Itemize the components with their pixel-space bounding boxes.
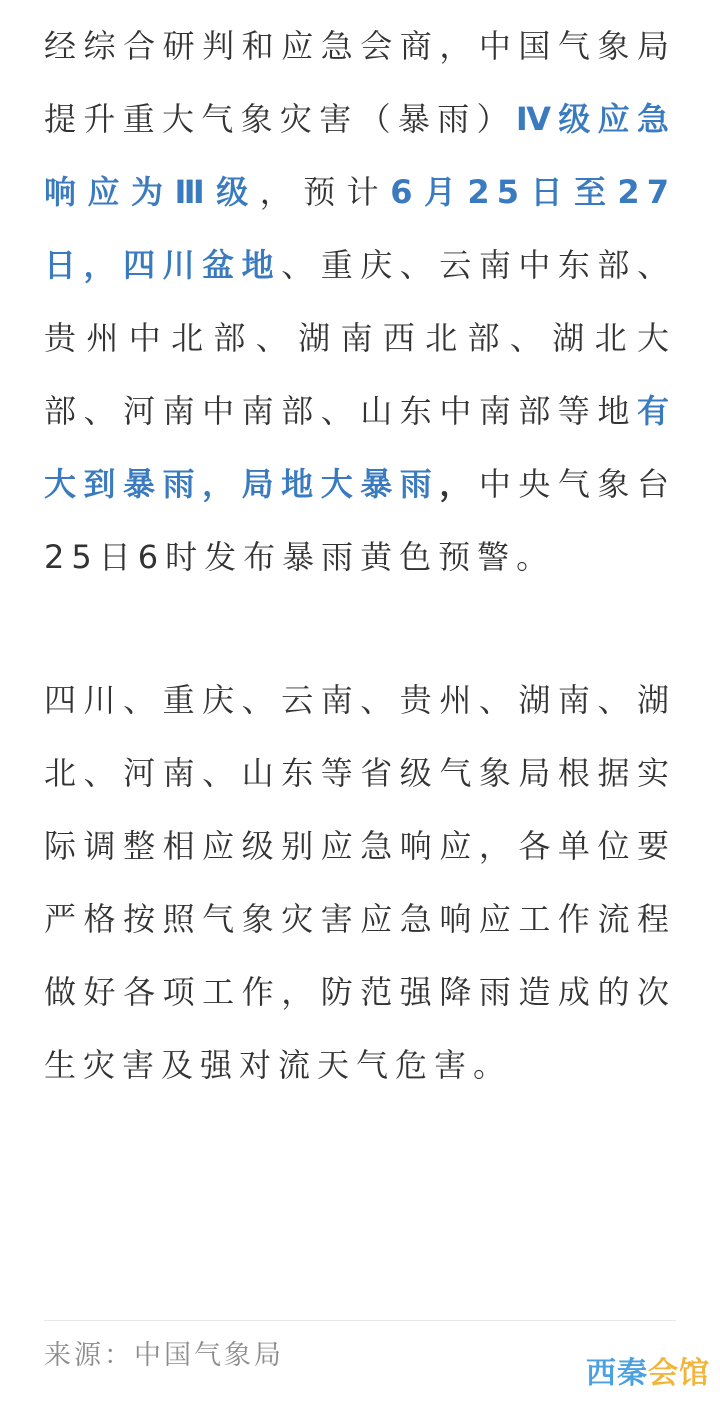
source-divider <box>44 1320 676 1321</box>
watermark-part-b: 会馆 <box>648 1356 710 1391</box>
text-segment: 中央气象台25日6时发布暴雨黄色预警。 <box>44 465 676 576</box>
text-segment: ， <box>439 465 479 503</box>
highlight-response-level: Ⅳ级应急响应为Ⅲ级 <box>44 100 676 211</box>
watermark-part-a: 西秦 <box>586 1356 648 1391</box>
paragraph-1 <box>44 10 676 594</box>
text-segment: ，预计 <box>259 173 391 211</box>
watermark-logo <box>586 1348 710 1392</box>
article-body <box>44 10 676 1102</box>
text-segment: 、重庆、云南中东部、贵州中北部、湖南西北部、湖北大部、河南中南部、山东中南部等地 <box>44 246 676 430</box>
highlight-rain-forecast: 有大到暴雨，局地大暴雨 <box>44 392 676 503</box>
highlight-region: 四川盆地 <box>123 246 282 284</box>
paragraph-2: 四川、重庆、云南、贵州、湖南、湖北、河南、山东等省级气象局根据实际调整相应级别应急响应，各单位要严格按照气象灾害应急响应工作流程做好各项工作，防范强降雨造成的次生灾害及强对流天气危害。 <box>44 681 676 1084</box>
source-line: 来源：中国气象局 <box>44 1340 284 1371</box>
highlight-date-range: 6月25日至27日， <box>44 173 676 284</box>
text-segment: 经综合研判和应急会商，中国气象局提升重大气象灾害（暴雨） <box>44 27 676 138</box>
